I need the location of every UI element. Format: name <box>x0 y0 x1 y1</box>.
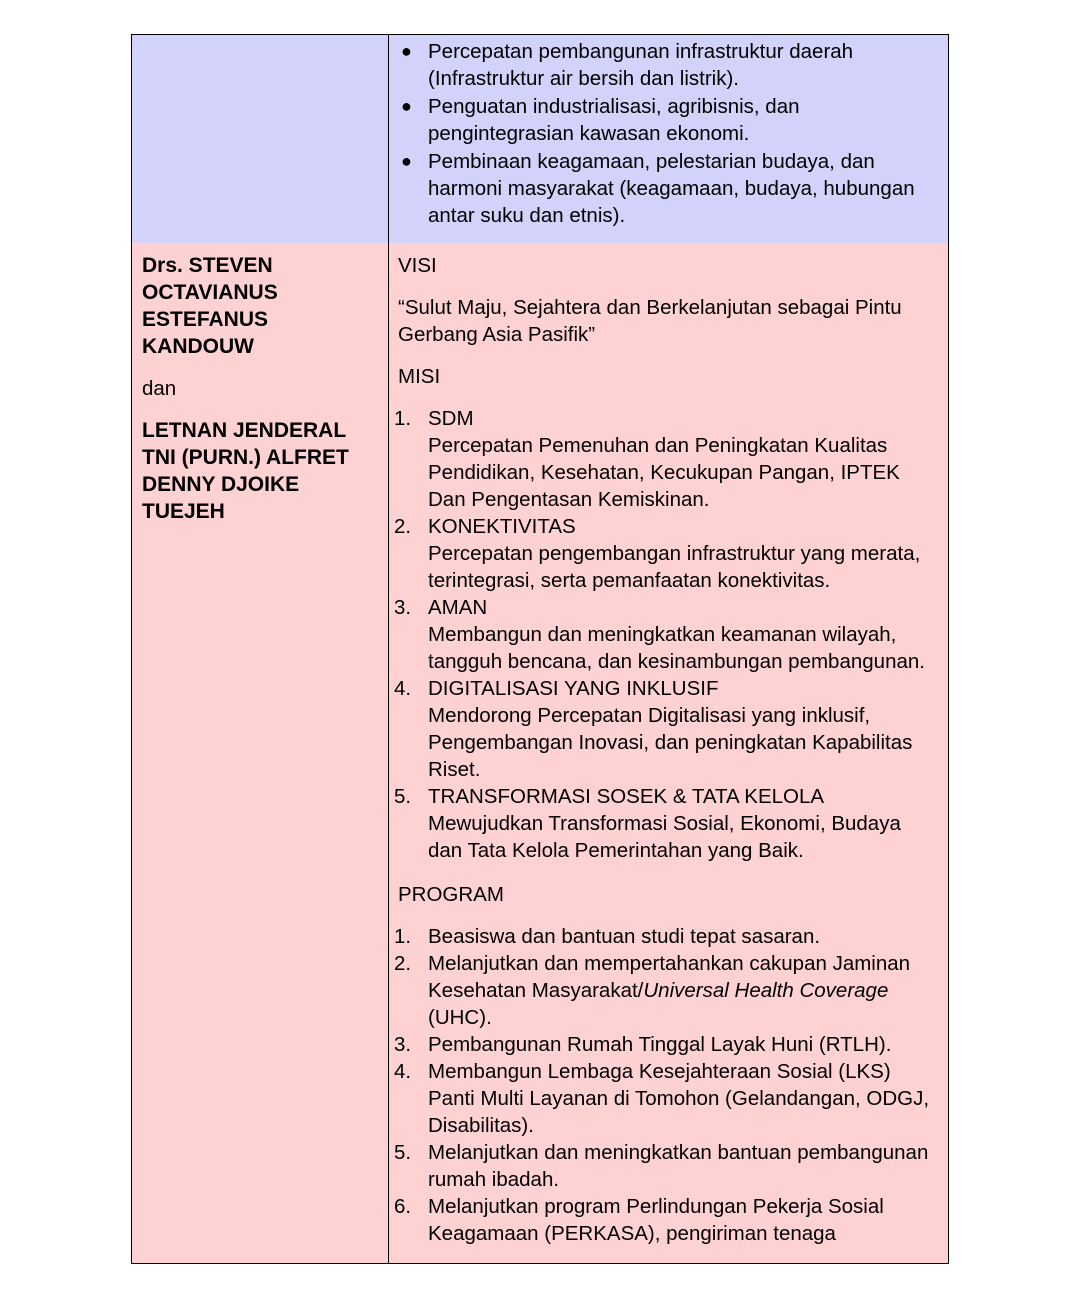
list-item <box>398 93 938 147</box>
program-text: Membangun Lembaga Kesejahteraan Sosial (LKS) Panti Multi Layanan di Tomohon (Gelandangan, ODGJ, Disabilitas). <box>428 1060 930 1137</box>
list-item <box>394 783 938 864</box>
name-line: TNI (PURN.) ALFRET <box>142 446 349 469</box>
bullet-text: Penguatan industrialisasi, agribisnis, dan pengintegrasian kawasan ekonomi. <box>428 95 800 145</box>
name-line: LETNAN JENDERAL <box>142 419 347 442</box>
list-item <box>398 148 938 229</box>
misi-title: SDM <box>428 407 474 430</box>
list-item <box>394 1031 938 1058</box>
misi-text: Mewujudkan Transformasi Sosial, Ekonomi, Budaya dan Tata Kelola Pemerintahan yang Baik. <box>428 812 901 862</box>
item-number: 4. <box>394 677 412 700</box>
bullet-icon: ● <box>401 96 412 116</box>
vision-mission-table <box>131 34 949 1264</box>
list-item <box>394 675 938 783</box>
program-text-italic: Universal Health Coverage <box>643 979 889 1002</box>
table-row-previous-candidate <box>132 35 948 243</box>
vice-governor-name <box>142 417 382 525</box>
item-number: 6. <box>394 1195 412 1218</box>
program-bullet-list <box>398 38 938 229</box>
list-item <box>394 1193 938 1247</box>
misi-title: TRANSFORMASI SOSEK & TATA KELOLA <box>428 785 825 808</box>
list-item <box>398 38 938 92</box>
governor-name <box>142 252 382 360</box>
program-bullets-cell <box>398 38 938 230</box>
list-item <box>394 950 938 1031</box>
misi-text: Percepatan Pemenuhan dan Peningkatan Kualitas Pendidikan, Kesehatan, Kecukupan Pangan, IPTEK Dan Pengentasan Kemiskinan. <box>428 434 900 511</box>
misi-text: Mendorong Percepatan Digitalisasi yang inklusif, Pengembangan Inovasi, dan peningkatan Kapabilitas Riset. <box>428 704 913 781</box>
list-item <box>394 405 938 513</box>
program-text: Melanjutkan dan meningkatkan bantuan pembangunan rumah ibadah. <box>428 1141 929 1191</box>
program-text: Melanjutkan program Perlindungan Pekerja Sosial Keagamaan (PERKASA), pengiriman tenaga <box>428 1195 884 1245</box>
bullet-text: Percepatan pembangunan infrastruktur daerah (Infrastruktur air bersih dan listrik). <box>428 40 854 90</box>
program-text: Pembangunan Rumah Tinggal Layak Huni (RTLH). <box>428 1033 892 1056</box>
bullet-text: Pembinaan keagamaan, pelestarian budaya, dan harmoni masyarakat (keagamaan, budaya, hubungan antar suku dan etnis). <box>428 150 915 227</box>
misi-list <box>394 405 938 864</box>
program-list <box>394 923 938 1247</box>
item-number: 1. <box>394 407 412 430</box>
name-line: TUEJEH <box>142 500 225 523</box>
misi-title: AMAN <box>428 596 488 619</box>
bullet-icon: ● <box>401 151 412 171</box>
misi-text: Percepatan pengembangan infrastruktur yang merata, terintegrasi, serta pemanfaatan konektivitas. <box>428 542 921 592</box>
list-item <box>394 594 938 675</box>
name-line: DENNY DJOIKE <box>142 473 300 496</box>
list-item <box>394 1058 938 1139</box>
list-item <box>394 1139 938 1193</box>
table-row-candidate <box>132 243 948 1263</box>
visi-text: “Sulut Maju, Sejahtera dan Berkelanjutan sebagai Pintu Gerbang Asia Pasifik” <box>398 296 902 346</box>
item-number: 5. <box>394 785 412 808</box>
misi-text: Membangun dan meningkatkan keamanan wilayah, tangguh bencana, dan kesinambungan pembangunan. <box>428 623 925 673</box>
program-heading: PROGRAM <box>398 883 504 906</box>
misi-title: DIGITALISASI YANG INKLUSIF <box>428 677 719 700</box>
item-number: 2. <box>394 952 412 975</box>
list-item <box>394 513 938 594</box>
visi-heading: VISI <box>398 254 437 277</box>
conjunction-text: dan <box>142 377 177 400</box>
item-number: 5. <box>394 1141 412 1164</box>
column-divider <box>388 243 389 1263</box>
item-number: 1. <box>394 925 412 948</box>
item-number: 2. <box>394 515 412 538</box>
name-line: ESTEFANUS <box>142 308 269 331</box>
name-line: KANDOUW <box>142 335 254 358</box>
misi-title: KONEKTIVITAS <box>428 515 576 538</box>
bullet-icon: ● <box>401 41 412 61</box>
candidate-names-cell <box>142 252 382 525</box>
misi-heading: MISI <box>398 365 441 388</box>
name-line: OCTAVIANUS <box>142 281 278 304</box>
name-line: Drs. STEVEN <box>142 254 273 277</box>
column-divider <box>388 35 389 243</box>
program-text: (UHC). <box>428 1006 492 1029</box>
program-text: Beasiswa dan bantuan studi tepat sasaran. <box>428 925 821 948</box>
list-item <box>394 923 938 950</box>
item-number: 3. <box>394 1033 412 1056</box>
item-number: 3. <box>394 596 412 619</box>
item-number: 4. <box>394 1060 412 1083</box>
vision-mission-cell <box>394 252 938 1247</box>
program-text: Melanjutkan dan mempertahankan cakupan Jaminan Kesehatan Masyarakat/ <box>428 952 911 1002</box>
